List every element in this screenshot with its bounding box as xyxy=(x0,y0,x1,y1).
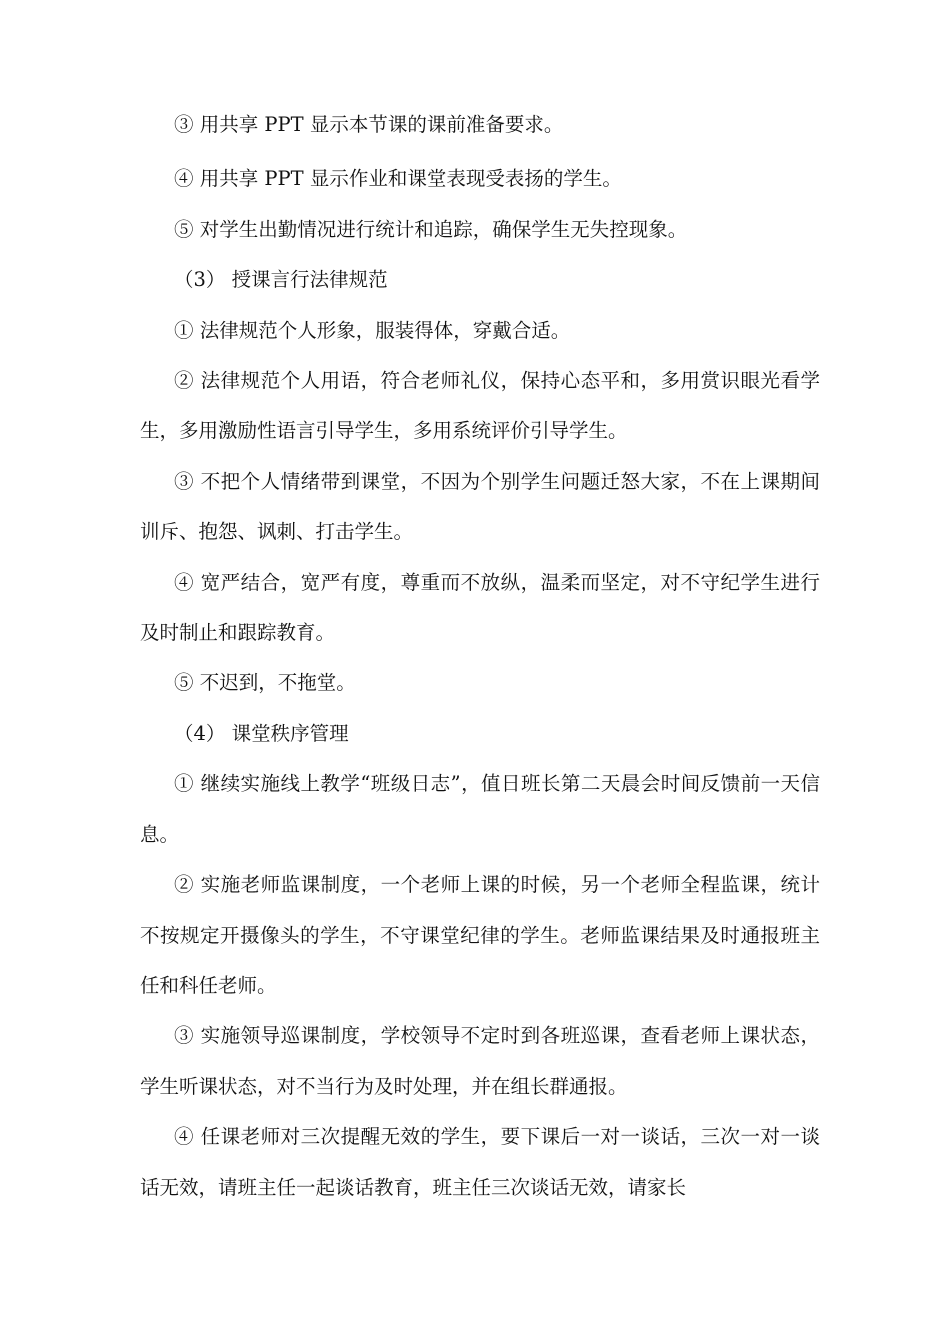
paragraph-talks: ④ 任课老师对三次提醒无效的学生，要下课后一对一谈话，三次一对一谈话无效，请班主任一起谈话教育，班主任三次谈话无效，请家长 xyxy=(140,1125,820,1199)
paragraph-attendance: ⑤ 对学生出勤情况进行统计和追踪，确保学生无失控现象。 xyxy=(174,217,688,241)
paragraph-teacher-monitoring: ② 实施老师监课制度，一个老师上课的时候，另一个老师全程监课，统计不按规定开摄像头的学生，不守课堂纪律的学生。老师监课结果及时通报班主任和科任老师。 xyxy=(140,873,820,997)
section-heading-conduct: （3） 授课言行法律规范 xyxy=(174,268,388,292)
body-text xyxy=(140,100,820,1213)
paragraph-punctuality: ⑤ 不迟到，不拖堂。 xyxy=(174,671,356,695)
paragraph-language: ② 法律规范个人用语，符合老师礼仪，保持心态平和，多用赏识眼光看学生，多用激励性语言引导学生，多用系统评价引导学生。 xyxy=(140,369,820,443)
paragraph-emotions: ③ 不把个人情绪带到课堂，不因为个别学生问题迁怒大家，不在上课期间训斥、抱怨、讽刺、打击学生。 xyxy=(140,469,820,544)
paragraph-class-log: ① 继续实施线上教学“班级日志”，值日班长第二天晨会时间反馈前一天信息。 xyxy=(140,772,820,846)
paragraph-appearance: ① 法律规范个人形象，服装得体，穿戴合适。 xyxy=(174,318,571,342)
paragraph-praise-students: ④ 用共享 PPT 显示作业和课堂表现受表扬的学生。 xyxy=(174,167,622,191)
paragraph-strictness: ④ 宽严结合，宽严有度，尊重而不放纵，温柔而坚定，对不守纪学生进行及时制止和跟踪教育。 xyxy=(140,570,820,645)
paragraph-leader-inspection: ③ 实施领导巡课制度，学校领导不定时到各班巡课，查看老师上课状态，学生听课状态，对不当行为及时处理，并在组长群通报。 xyxy=(140,1024,820,1098)
paragraph-prep-requirements: ③ 用共享 PPT 显示本节课的课前准备要求。 xyxy=(174,113,564,136)
section-heading-order: （4） 课堂秩序管理 xyxy=(174,721,349,745)
